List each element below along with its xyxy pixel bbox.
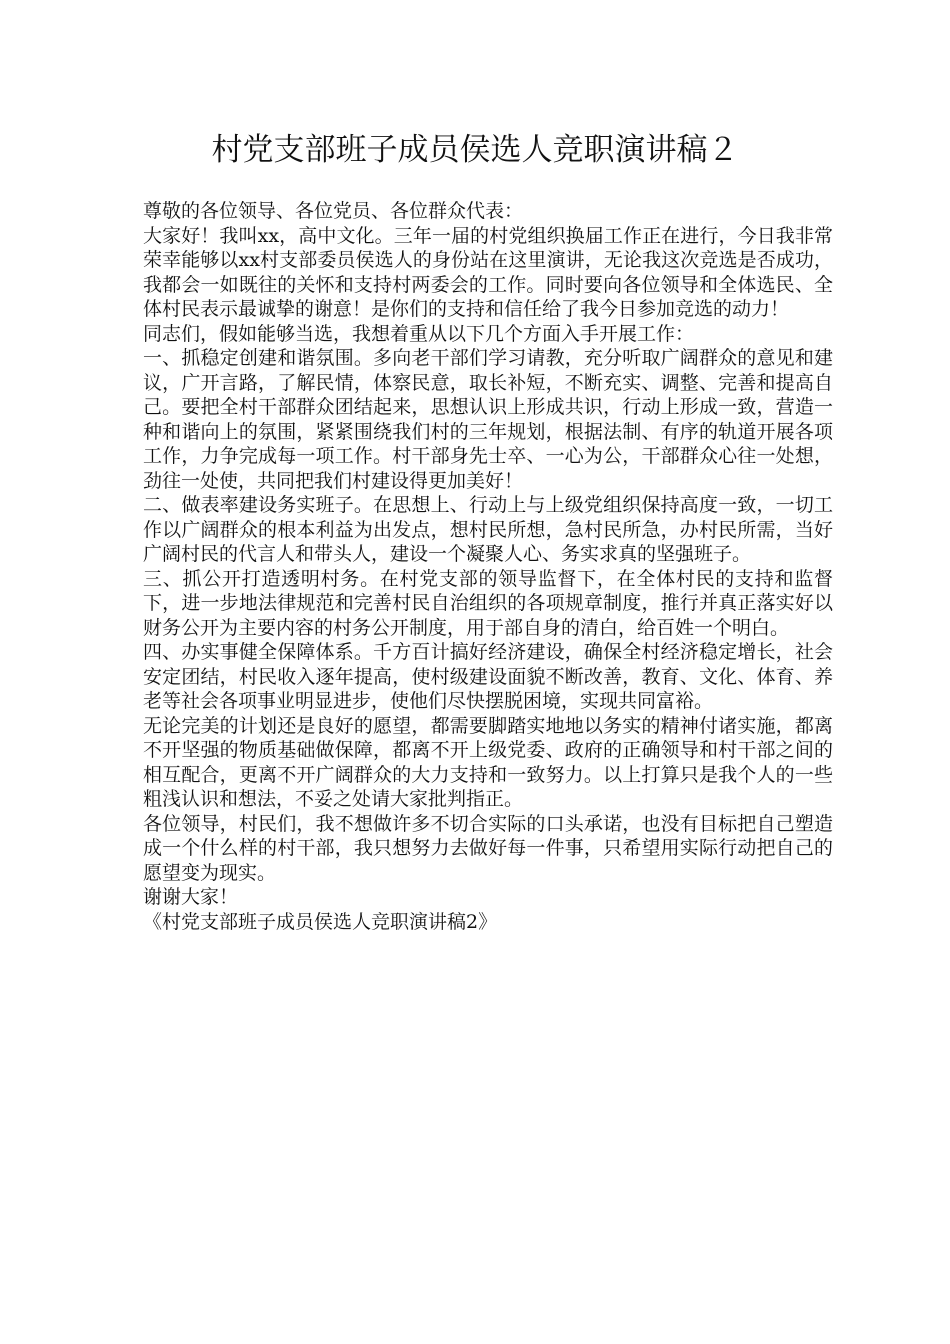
document-title: 村党支部班子成员侯选人竞职演讲稿２ (211, 132, 739, 168)
paragraph-closing: 各位领导，村民们，我不想做许多不切合实际的口头承诺，也没有目标把自己塑造成一个什么样的村干部，我只想努力去做好每一件事，只希望用实际行动把自己的愿望变为现实。 (143, 812, 833, 884)
document-body (143, 199, 833, 934)
paragraph-commitment: 无论完美的计划还是良好的愿望，都需要脚踏实地地以务实的精神付诸实施，都离不开坚强的物质基础做保障，都离不开上级党委、政府的正确领导和村干部之间的相互配合，更离不开广阔群众的大力支持和一致努力。以上打算只是我个人的一些粗浅认识和想法，不妥之处请大家批判指正。 (143, 714, 833, 810)
paragraph-plan-intro: 同志们，假如能够当选，我想着重从以下几个方面入手开展工作： (143, 322, 695, 345)
paragraph-salutation: 尊敬的各位领导、各位党员、各位群众代表： (143, 200, 524, 222)
paragraph-point-one: 一、抓稳定创建和谐氛围。多向老干部们学习请教，充分听取广阔群众的意见和建议，广开言路，了解民情，体察民意，取长补短，不断充实、调整、完善和提高自己。要把全村干部群众团结起来，思想认识上形成共识，行动上形成一致，营造一种和谐向上的氛围，紧紧围绕我们村的三年规划，根据法制、有序的轨道开展各项工作，力争完成每一项工作。村干部身先士卒、一心为公，干部群众心往一处想，劲往一处使，共同把我们村建设得更加美好！ (143, 347, 833, 492)
paragraph-introduction: 大家好！我叫xx，高中文化。三年一届的村党组织换届工作正在进行，今日我非常荣幸能够以xx村支部委员侯选人的身份站在这里演讲，无论我这次竞选是否成功，我都会一如既往的关怀和支持村两委会的工作。同时要向各位领导和全体选民、全体村民表示最诚挚的谢意！是你们的支持和信任给了我今日参加竞选的动力！ (143, 224, 833, 320)
paragraph-thanks: 谢谢大家！ (143, 886, 239, 908)
paragraph-document-name: 《村党支部班子成员侯选人竞职演讲稿2》 (143, 910, 498, 933)
paragraph-point-three: 三、抓公开打造透明村务。在村党支部的领导监督下，在全体村民的支持和监督下，进一步地法律规范和完善村民自治组织的各项规章制度，推行并真正落实好以财务公开为主要内容的村务公开制度，用于部自身的清白，给百姓一个明白。 (143, 567, 833, 639)
paragraph-point-four: 四、办实事健全保障体系。千方百计搞好经济建设，确保全村经济稳定增长，社会安定团结，村民收入逐年提高，使村级建设面貌不断改善，教育、文化、体育、养老等社会各项事业明显进步，使他们尽快摆脱困境，实现共同富裕。 (143, 641, 833, 712)
paragraph-point-two: 二、做表率建设务实班子。在思想上、行动上与上级党组织保持高度一致，一切工作以广阔群众的根本利益为出发点，想村民所想，急村民所急，办村民所需，当好广阔村民的代言人和带头人，建设一个凝聚人心、务实求真的坚强班子。 (143, 494, 833, 565)
